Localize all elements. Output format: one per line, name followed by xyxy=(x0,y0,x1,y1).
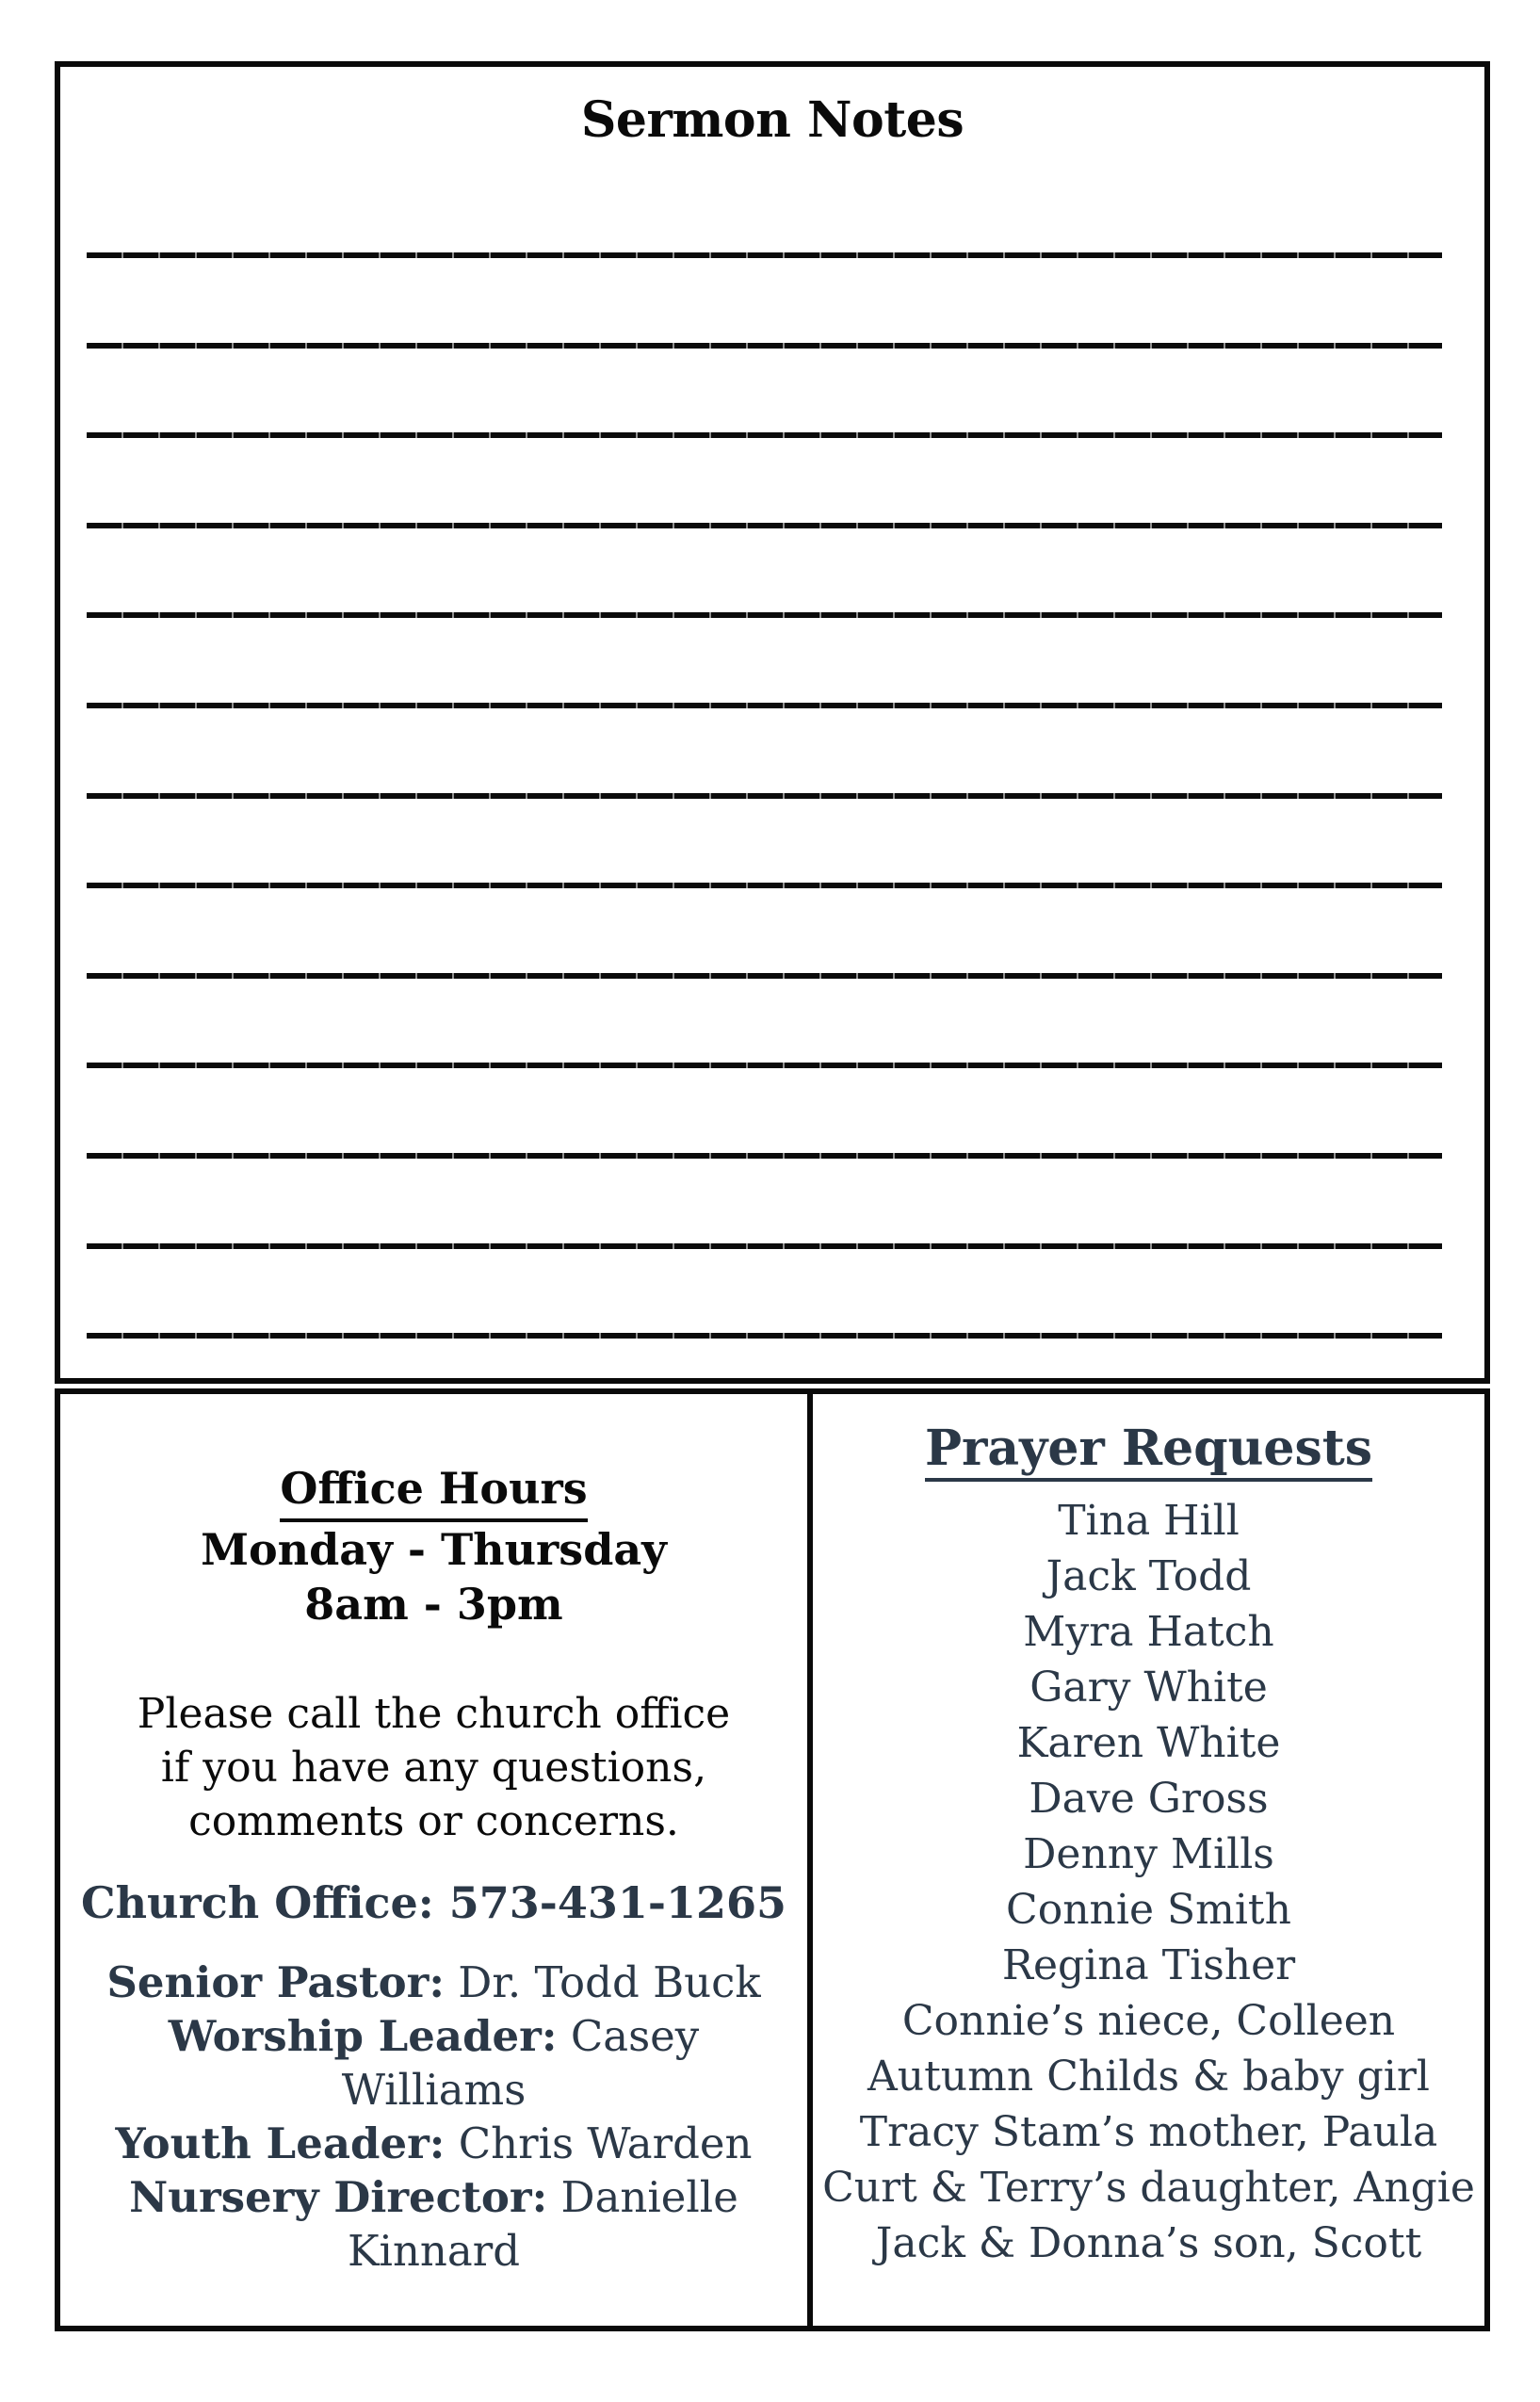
staff-name: Casey Williams xyxy=(341,2011,700,2115)
staff-role: Senior Pastor: xyxy=(106,1957,445,2007)
ruled-line xyxy=(87,1243,1442,1249)
ruled-line xyxy=(87,612,1442,618)
staff-entry xyxy=(72,2009,796,2117)
prayer-name: Jack Todd xyxy=(1046,1552,1252,1601)
staff-role: Youth Leader: xyxy=(115,2118,446,2168)
staff-name: Chris Warden xyxy=(458,2118,753,2168)
bulletin-sheet xyxy=(55,61,1490,2331)
ruled-line xyxy=(87,883,1442,888)
office-hours-heading: Office Hours xyxy=(280,1461,587,1522)
ruled-line xyxy=(87,793,1442,799)
prayer-name: Denny Mills xyxy=(1023,1830,1274,1879)
prayer-requests-panel xyxy=(813,1394,1484,2326)
office-times: 8am - 3pm xyxy=(304,1579,563,1630)
office-note-line: if you have any questions, xyxy=(160,1744,707,1792)
office-note xyxy=(72,1687,796,1848)
office-days: Monday - Thursday xyxy=(201,1524,667,1575)
prayer-name: Autumn Childs & baby girl xyxy=(867,2053,1430,2102)
ruled-line xyxy=(87,343,1442,349)
prayer-name: Gary White xyxy=(1029,1664,1268,1712)
prayer-requests-heading: Prayer Requests xyxy=(925,1421,1372,1482)
ruled-line xyxy=(87,523,1442,528)
staff-role: Nursery Director: xyxy=(129,2172,548,2222)
prayer-name: Tina Hill xyxy=(1058,1497,1240,1546)
staff-entry xyxy=(72,2170,796,2224)
staff-role: Worship Leader: xyxy=(168,2011,558,2061)
office-note-line: Please call the church office xyxy=(137,1690,731,1738)
staff-entry xyxy=(72,2117,796,2170)
staff-entry xyxy=(72,1956,796,2009)
ruled-line xyxy=(87,252,1442,258)
ruled-line xyxy=(87,973,1442,979)
prayer-requests-list xyxy=(819,1493,1479,2271)
prayer-name: Tracy Stam’s mother, Paula xyxy=(859,2108,1438,2157)
staff-list xyxy=(72,1956,796,2278)
ruled-line xyxy=(87,1153,1442,1159)
prayer-name: Connie’s niece, Colleen xyxy=(901,1997,1396,2046)
sermon-notes-section xyxy=(55,61,1490,1384)
prayer-name: Myra Hatch xyxy=(1023,1608,1274,1657)
staff-name-wrap: Kinnard xyxy=(347,2226,521,2276)
prayer-name: Curt & Terry’s daughter, Angie xyxy=(822,2164,1475,2213)
staff-name: Danielle xyxy=(560,2172,738,2222)
staff-name: Dr. Todd Buck xyxy=(458,1957,761,2007)
ruled-line xyxy=(87,1063,1442,1068)
prayer-name: Karen White xyxy=(1016,1719,1281,1768)
prayer-name: Connie Smith xyxy=(1006,1886,1291,1935)
prayer-name: Dave Gross xyxy=(1029,1775,1269,1824)
ruled-line xyxy=(87,1333,1442,1339)
church-office-phone: Church Office: 573-431-1265 xyxy=(80,1877,787,1928)
prayer-name: Jack & Donna’s son, Scott xyxy=(875,2219,1422,2268)
ruled-line xyxy=(87,703,1442,708)
ruled-lines-area xyxy=(87,252,1442,1339)
ruled-line xyxy=(87,432,1442,438)
sermon-notes-title: Sermon Notes xyxy=(580,91,965,149)
office-hours-panel xyxy=(60,1394,813,2326)
office-note-line: comments or concerns. xyxy=(188,1797,679,1845)
info-row xyxy=(55,1388,1490,2331)
prayer-name: Regina Tisher xyxy=(1001,1941,1296,1990)
